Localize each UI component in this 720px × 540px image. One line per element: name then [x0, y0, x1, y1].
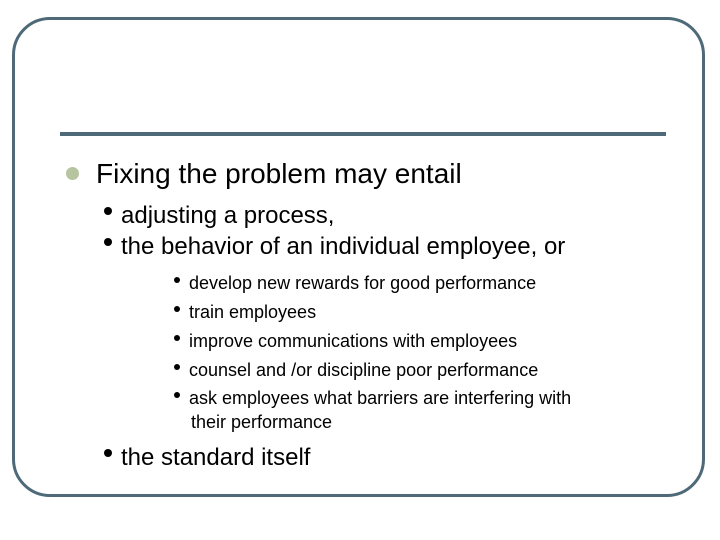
main-bullet-text: Fixing the problem may entail — [96, 158, 462, 189]
nested-bullet-item — [174, 330, 517, 352]
nested-bullet-item — [174, 359, 538, 381]
bullet-icon — [174, 364, 180, 370]
nested-bullet-text: counsel and /or discipline poor performance — [189, 360, 539, 380]
nested-bullet-item — [174, 272, 536, 294]
sub-bullet-item — [104, 443, 310, 472]
bullet-icon — [174, 306, 180, 312]
sub-bullet-text: adjusting a process, — [121, 202, 335, 229]
bullet-icon — [104, 238, 112, 246]
bullet-icon — [104, 207, 112, 215]
sub-bullet-text: the standard itself — [121, 444, 311, 471]
title-divider — [60, 132, 666, 136]
nested-bullet-text: ask employees what barriers are interfering with — [189, 388, 572, 408]
nested-bullet-text: improve communications with employees — [189, 331, 518, 351]
sub-bullet-item — [104, 201, 334, 230]
sub-bullet-text: the behavior of an individual employee, or — [121, 233, 566, 260]
nested-bullet-text: develop new rewards for good performance — [189, 273, 537, 293]
nested-bullet-item — [174, 301, 316, 323]
bullet-icon — [104, 449, 112, 457]
bullet-icon — [174, 277, 180, 283]
sub-bullet-item — [104, 232, 565, 261]
bullet-icon — [174, 335, 180, 341]
nested-bullet-text: train employees — [189, 302, 317, 322]
nested-bullet-item — [174, 387, 571, 409]
nested-bullet-continuation: their performance — [191, 412, 333, 432]
bullet-icon — [174, 392, 180, 398]
bullet-icon — [66, 167, 79, 180]
